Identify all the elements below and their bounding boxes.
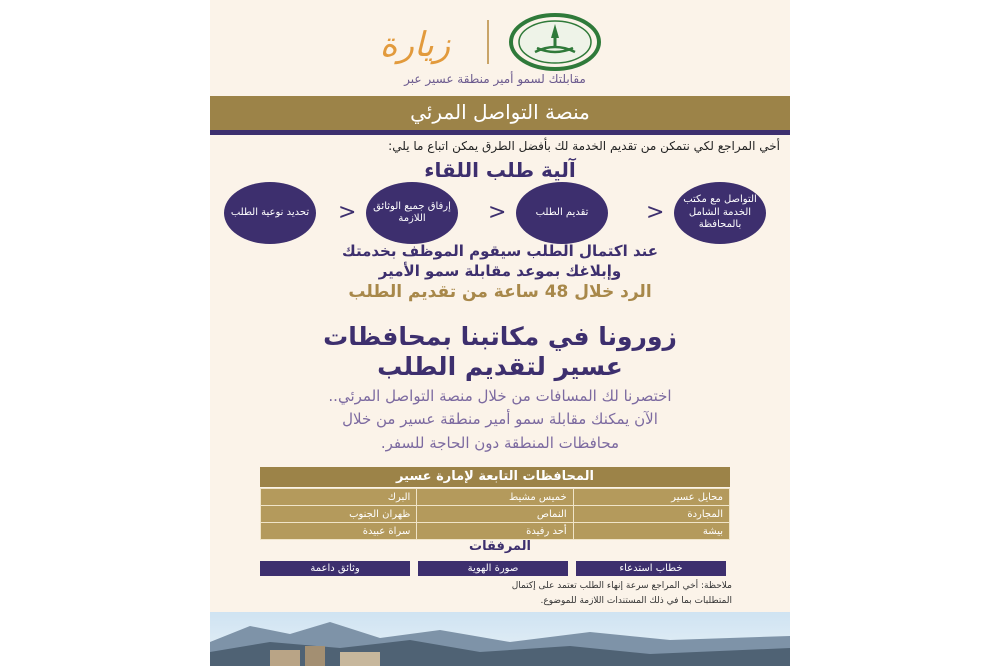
completion-text: عند اكتمال الطلب سيقوم الموظف بخدمتك [341,242,658,260]
visit-heading-line2: عسير لتقديم الطلب [377,352,623,381]
table-cell: أحد رفيدة [417,523,573,540]
landscape-photo [210,612,790,666]
table-cell: المجاردة [573,506,729,523]
ministry-emblem-icon [505,12,605,72]
step-separator: < [646,200,665,225]
table-cell: ظهران الجنوب [261,506,417,523]
table-cell: سراة عبيدة [261,523,417,540]
table-cell: بيشة [573,523,729,540]
poster [210,0,790,666]
table-row [261,523,730,540]
step-attach-documents: إرفاق جميع الوثائق اللازمة [366,182,458,244]
description-line3: محافظات المنطقة دون الحاجة للسفر. [380,434,620,452]
step-submit-request: تقديم الطلب [516,182,608,244]
header-divider [487,20,489,64]
platform-banner [210,96,790,135]
table-row [261,489,730,506]
intro-text: أخي المراجع لكي نتمكن من تقديم الخدمة لك بأفضل الطرق يمكن اتباع ما يلي: [388,139,780,153]
ziyara-logo [360,12,470,72]
notification-text: وإبلاغك بموعد مقابلة سمو الأمير [378,262,622,280]
table-cell: النماص [417,506,573,523]
governorates-title: المحافظات التابعة لإمارة عسير [260,467,730,487]
table-cell: محايل عسير [573,489,729,506]
description-line1: اختصرنا لك المسافات من خلال منصة التواصل المرئي.. [328,387,672,405]
step-contact-office: التواصل مع مكتب الخدمة الشامل بالمحافظة [674,182,766,244]
attachment-summons-letter: خطاب استدعاء [576,561,726,576]
note-line2: المتطلبات بما في ذلك المستندات اللازمة للموضوع. [540,596,732,606]
table-row [261,506,730,523]
attachments-title: المرفقات [469,539,531,554]
attachment-id-copy: صورة الهوية [418,561,568,576]
platform-title: منصة التواصل المرئي [410,100,590,124]
note-line1: ملاحظة: أخي المراجع سرعة إنهاء الطلب تعتمد على إكتمال [511,581,732,591]
response-time: الرد خلال 48 ساعة من تقديم الطلب [348,282,652,302]
mechanism-title: آلية طلب اللقاء [424,158,576,182]
attachment-supporting-docs: وثائق داعمة [260,561,410,576]
table-cell: خميس مشيط [417,489,573,506]
visit-heading-line1: زورونا في مكاتبنا بمحافظات [323,322,677,351]
step-request-type: تحديد نوعية الطلب [224,182,316,244]
svg-text:زيارة: زيارة [379,25,451,65]
table-cell: البرك [261,489,417,506]
governorates-table [260,488,730,540]
step-separator: < [338,200,357,225]
header-tagline: مقابلتك لسمو أمير منطقة عسير عبر [404,72,586,86]
step-separator: < [488,200,507,225]
description-line2: الآن يمكنك مقابلة سمو أمير منطقة عسير من خلال [342,410,658,428]
